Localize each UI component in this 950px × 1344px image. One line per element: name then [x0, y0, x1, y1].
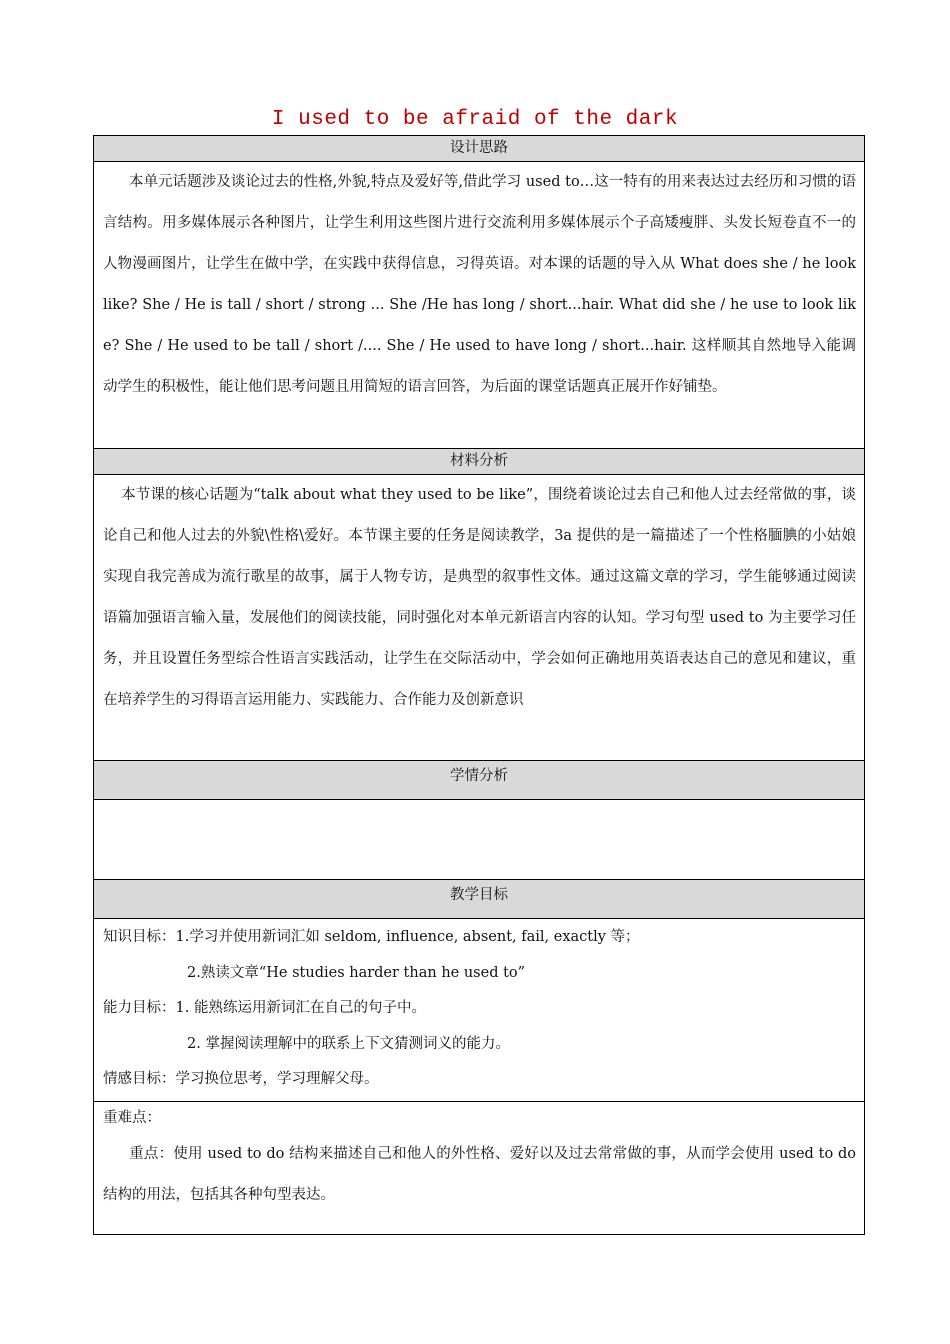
lesson-plan-table: [93, 135, 865, 1235]
students-header: 学情分析: [94, 761, 864, 800]
difficulty-section: [94, 1102, 864, 1234]
document-title: I used to be afraid of the dark: [271, 108, 679, 131]
goal-emotion: 情感目标：学习换位思考，学习理解父母。: [103, 1071, 379, 1087]
goal-ability: 能力目标：1. 能熟练运用新词汇在自己的句子中。: [103, 1000, 426, 1016]
goals-section: [94, 919, 864, 1102]
goals-header: 教学目标: [94, 880, 864, 919]
design-header: 设计思路: [94, 136, 864, 162]
design-section: [94, 162, 864, 449]
design-text: 本单元话题涉及谈论过去的性格,外貌,特点及爱好等,借此学习 used to…这一特有的用来表达过去经历和习惯的语言结构。用多媒体展示各种图片，让学生利用这些图片进行交流利用多媒体展示个子高矮瘦胖、头发长短卷直不一的人物漫画图片，让学生在做中学，在实践中获得信息，习得英语。对本课的话题的导入从 What does she / he look like? She / He is tall / short / strong ... She /He has long / short...hair. What did she / he use to look like? She / He used to be tall / short /.... She / He used to have long / short...hair. 这样顺其自然地导入能调动学生的积极性，能让他们思考问题且用简短的语言回答，为后面的课堂话题真正展开作好铺垫。: [103, 174, 856, 395]
goal-ability-2: 2. 掌握阅读理解中的联系上下文猜测词义的能力。: [187, 1035, 510, 1052]
material-text: 本节课的核心话题为“talk about what they used to be like”，围绕着谈论过去自己和他人过去经常做的事，谈论自己和他人过去的外貌\性格\爱好。本节课主要的任务是阅读教学，3a 提供的是一篇描述了一个性格腼腆的小姑娘实现自我完善成为流行歌星的故事，属于人物专访，是典型的叙事性文体。通过这篇文章的学习，学生能够通过阅读语篇加强语言输入量，发展他们的阅读技能，同时强化对本单元新语言内容的认知。学习句型 used to 为主要学习任务，并且设置任务型综合性语言实践活动，让学生在交际活动中，学会如何正确地用英语表达自己的意见和建议，重在培养学生的习得语言运用能力、实践能力、合作能力及创新意识: [103, 487, 856, 708]
goal-knowledge: 知识目标：1.学习并使用新词汇如 seldom, influence, absent, fail, exactly 等；: [103, 929, 640, 945]
difficulty-text: 重点：使用 used to do 结构来描述自己和他人的外性格、爱好以及过去常常做的事，从而学会使用 used to do 结构的用法，包括其各种句型表达。: [103, 1146, 856, 1203]
difficulty-label: 重难点：: [103, 1110, 161, 1126]
material-header: 材料分析: [94, 449, 864, 475]
goal-knowledge-2: 2.熟读文章“He studies harder than he used to”: [187, 964, 526, 981]
material-section: [94, 475, 864, 761]
students-section: [94, 800, 864, 880]
